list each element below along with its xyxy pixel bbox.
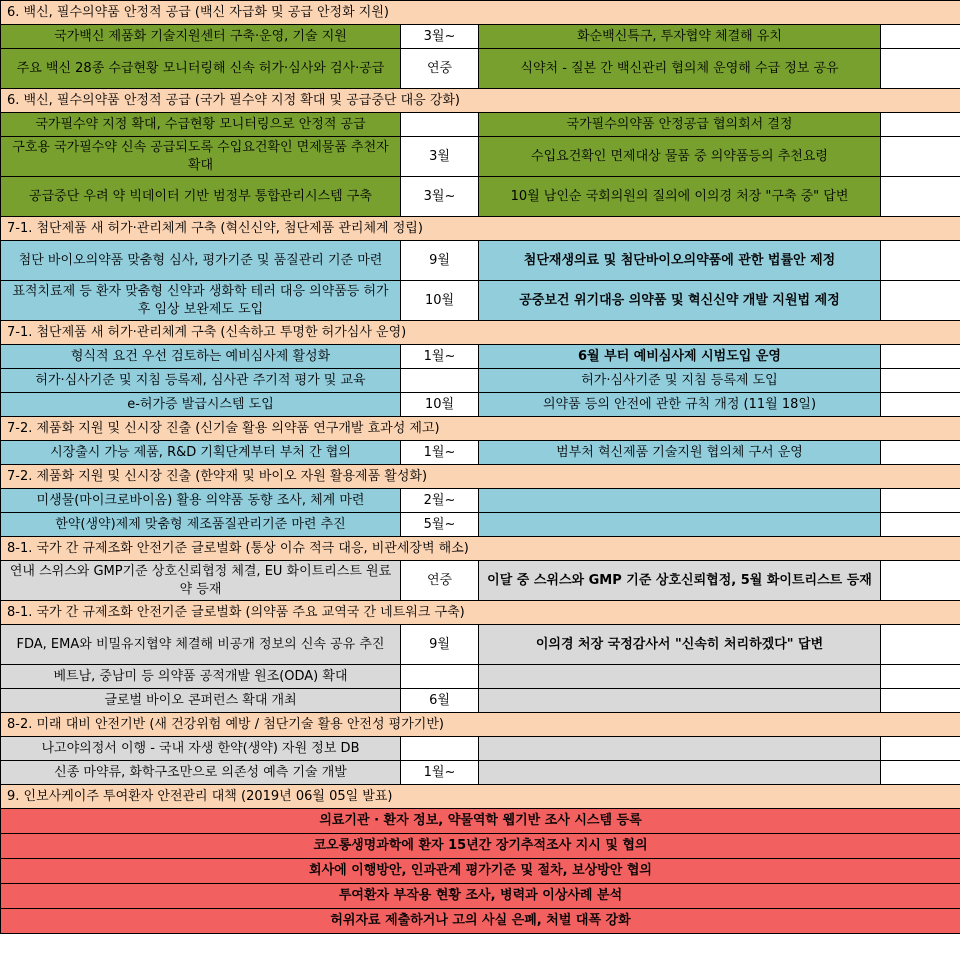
section-header-cell[interactable]: 6. 백신, 필수의약품 안정적 공급 (국가 필수약 지정 확대 및 공급중단 대응 강화) <box>1 89 960 113</box>
schedule-cell[interactable]: 5월~ <box>401 513 479 537</box>
table-row <box>1 441 960 465</box>
progress-cell[interactable]: 수입요건확인 면제대상 물품 중 의약품등의 추천요령 <box>479 137 881 177</box>
schedule-cell[interactable] <box>401 369 479 393</box>
inbosa-measure-row <box>1 809 960 834</box>
table-row <box>1 665 960 689</box>
task-cell[interactable]: 형식적 요건 우선 검토하는 예비심사제 활성화 <box>1 345 401 369</box>
table-row <box>1 513 960 537</box>
task-cell[interactable]: 공급중단 우려 약 빅데이터 기반 범정부 통합관리시스템 구축 <box>1 177 401 217</box>
section-header-cell[interactable]: 9. 인보사케이주 투여환자 안전관리 대책 (2019년 06월 05일 발표) <box>1 785 960 809</box>
section-header-row <box>1 217 960 241</box>
task-cell[interactable]: 주요 백신 28종 수급현황 모니터링해 신속 허가·심사와 검사·공급 <box>1 49 401 89</box>
section-header-cell[interactable]: 8-1. 국가 간 규제조화 안전기준 글로벌화 (통상 이슈 적극 대응, 비관세장벽 해소) <box>1 537 960 561</box>
table-row <box>1 177 960 217</box>
task-cell[interactable]: 연내 스위스와 GMP기준 상호신뢰협정 체결, EU 화이트리스트 원료약 등재 <box>1 561 401 601</box>
table-row <box>1 489 960 513</box>
progress-cell[interactable]: 의약품 등의 안전에 관한 규칙 개정 (11월 18일) <box>479 393 881 417</box>
blank-cell[interactable] <box>881 689 960 713</box>
measure-cell[interactable]: 코오롱생명과학에 환자 15년간 장기추적조사 지시 및 협의 <box>1 834 960 859</box>
progress-cell[interactable]: 화순백신특구, 투자협약 체결해 유치 <box>479 25 881 49</box>
schedule-cell[interactable] <box>401 665 479 689</box>
measure-cell[interactable]: 투여환자 부작용 현황 조사, 병력과 이상사례 분석 <box>1 884 960 909</box>
section-header-cell[interactable]: 8-1. 국가 간 규제조화 안전기준 글로벌화 (의약품 주요 교역국 간 네트워크 구축) <box>1 601 960 625</box>
section-header-row <box>1 713 960 737</box>
progress-cell[interactable] <box>479 665 881 689</box>
schedule-cell[interactable]: 10월 <box>401 393 479 417</box>
measure-cell[interactable]: 회사에 이행방안, 인과관계 평가기준 및 절차, 보상방안 협의 <box>1 859 960 884</box>
table-row <box>1 689 960 713</box>
table-row <box>1 137 960 177</box>
section-header-cell[interactable]: 7-2. 제품화 지원 및 신시장 진출 (신기술 활용 의약품 연구개발 효과성 제고) <box>1 417 960 441</box>
blank-cell[interactable] <box>881 625 960 665</box>
schedule-cell[interactable]: 6월 <box>401 689 479 713</box>
schedule-cell[interactable]: 1월~ <box>401 345 479 369</box>
table-row <box>1 49 960 89</box>
section-header-row <box>1 321 960 345</box>
task-cell[interactable]: 신종 마약류, 화학구조만으로 의존성 예측 기술 개발 <box>1 761 401 785</box>
progress-cell[interactable]: 10월 남인순 국회의원의 질의에 이의경 처장 "구축 중" 답변 <box>479 177 881 217</box>
schedule-cell[interactable]: 3월~ <box>401 177 479 217</box>
table-row <box>1 113 960 137</box>
blank-cell[interactable] <box>881 369 960 393</box>
table-row <box>1 241 960 281</box>
task-cell[interactable]: 나고야의정서 이행 - 국내 자생 한약(생약) 자원 정보 DB <box>1 737 401 761</box>
section-header-row <box>1 417 960 441</box>
schedule-cell[interactable]: 1월~ <box>401 441 479 465</box>
task-cell[interactable]: 시장출시 가능 제품, R&D 기획단계부터 부처 간 협의 <box>1 441 401 465</box>
task-cell[interactable]: 국가백신 제품화 기술지원센터 구축·운영, 기술 지원 <box>1 25 401 49</box>
table-row <box>1 737 960 761</box>
section-header-row <box>1 1 960 25</box>
task-cell[interactable]: e-허가증 발급시스템 도입 <box>1 393 401 417</box>
section-header-cell[interactable]: 6. 백신, 필수의약품 안정적 공급 (백신 자급화 및 공급 안정화 지원) <box>1 1 960 25</box>
section-header-cell[interactable]: 7-1. 첨단제품 새 허가·관리체계 구축 (혁신신약, 첨단제품 관리체계 정립) <box>1 217 960 241</box>
blank-cell[interactable] <box>881 737 960 761</box>
blank-cell[interactable] <box>881 489 960 513</box>
inbosa-measure-row <box>1 909 960 934</box>
schedule-cell[interactable] <box>401 737 479 761</box>
measure-cell[interactable]: 의료기관 · 환자 정보, 약물역학 웹기반 조사 시스템 등록 <box>1 809 960 834</box>
schedule-cell[interactable]: 9월 <box>401 241 479 281</box>
blank-cell[interactable] <box>881 241 960 281</box>
task-cell[interactable]: 베트남, 중남미 등 의약품 공적개발 원조(ODA) 확대 <box>1 665 401 689</box>
schedule-cell[interactable]: 9월 <box>401 625 479 665</box>
section-header-cell[interactable]: 7-2. 제품화 지원 및 신시장 진출 (한약재 및 바이오 자원 활용제품 활성화) <box>1 465 960 489</box>
schedule-cell[interactable] <box>401 113 479 137</box>
progress-cell[interactable]: 국가필수의약품 안정공급 협의회서 결정 <box>479 113 881 137</box>
table-row <box>1 345 960 369</box>
measure-cell[interactable]: 허위자료 제출하거나 고의 사실 은폐, 처벌 대폭 강화 <box>1 909 960 934</box>
progress-cell[interactable]: 범부처 혁신제품 기술지원 협의체 구서 운영 <box>479 441 881 465</box>
task-cell[interactable]: 허가·심사기준 및 지침 등록제, 심사관 주기적 평가 및 교육 <box>1 369 401 393</box>
inbosa-measure-row <box>1 834 960 859</box>
inbosa-measure-row <box>1 859 960 884</box>
section-header-row <box>1 465 960 489</box>
blank-cell[interactable] <box>881 441 960 465</box>
progress-cell[interactable]: 이달 중 스위스와 GMP 기준 상호신뢰협정, 5월 화이트리스트 등재 <box>479 561 881 601</box>
task-cell[interactable]: 구호용 국가필수약 신속 공급되도록 수입요건확인 면제물품 추천자 확대 <box>1 137 401 177</box>
table-row <box>1 761 960 785</box>
table-row <box>1 281 960 321</box>
blank-cell[interactable] <box>881 345 960 369</box>
table-row <box>1 25 960 49</box>
task-cell[interactable]: 미생물(마이크로바이옴) 활용 의약품 동향 조사, 체계 마련 <box>1 489 401 513</box>
task-cell[interactable]: 표적치료제 등 환자 맞춤형 신약과 생화학 테러 대응 의약품등 허가 후 임상 보완제도 도입 <box>1 281 401 321</box>
section-header-cell[interactable]: 7-1. 첨단제품 새 허가·관리체계 구축 (신속하고 투명한 허가심사 운영) <box>1 321 960 345</box>
progress-cell[interactable] <box>479 737 881 761</box>
schedule-cell[interactable]: 1월~ <box>401 761 479 785</box>
section-header-row <box>1 537 960 561</box>
blank-cell[interactable] <box>881 137 960 177</box>
blank-cell[interactable] <box>881 281 960 321</box>
task-cell[interactable]: 한약(생약)제제 맞춤형 제조품질관리기준 마련 추진 <box>1 513 401 537</box>
table-row <box>1 561 960 601</box>
blank-cell[interactable] <box>881 113 960 137</box>
table-row <box>1 393 960 417</box>
section-header-cell[interactable]: 8-2. 미래 대비 안전기반 (새 건강위험 예방 / 첨단기술 활용 안전성 평가기반) <box>1 713 960 737</box>
schedule-cell[interactable]: 3월~ <box>401 25 479 49</box>
progress-cell[interactable] <box>479 513 881 537</box>
inbosa-measure-row <box>1 884 960 909</box>
blank-cell[interactable] <box>881 177 960 217</box>
progress-cell[interactable] <box>479 489 881 513</box>
progress-cell[interactable] <box>479 761 881 785</box>
blank-cell[interactable] <box>881 393 960 417</box>
section-header-row <box>1 785 960 809</box>
blank-cell[interactable] <box>881 513 960 537</box>
progress-cell[interactable]: 허가·심사기준 및 지침 등록제 도입 <box>479 369 881 393</box>
task-cell[interactable]: 국가필수약 지정 확대, 수급현황 모니터링으로 안정적 공급 <box>1 113 401 137</box>
table-row <box>1 369 960 393</box>
task-cell[interactable]: 첨단 바이오의약품 맞춤형 심사, 평가기준 및 품질관리 기준 마련 <box>1 241 401 281</box>
schedule-cell[interactable]: 연중 <box>401 561 479 601</box>
blank-cell[interactable] <box>881 25 960 49</box>
blank-cell[interactable] <box>881 561 960 601</box>
schedule-cell[interactable]: 10월 <box>401 281 479 321</box>
progress-cell[interactable] <box>479 689 881 713</box>
blank-cell[interactable] <box>881 665 960 689</box>
blank-cell[interactable] <box>881 49 960 89</box>
progress-cell[interactable]: 이의경 처장 국정감사서 "신속히 처리하겠다" 답변 <box>479 625 881 665</box>
section-header-row <box>1 601 960 625</box>
progress-cell[interactable]: 식약처 - 질본 간 백신관리 협의체 운영해 수급 정보 공유 <box>479 49 881 89</box>
schedule-cell[interactable]: 연중 <box>401 49 479 89</box>
schedule-cell[interactable]: 2월~ <box>401 489 479 513</box>
task-cell[interactable]: FDA, EMA와 비밀유지협약 체결해 비공개 정보의 신속 공유 추진 <box>1 625 401 665</box>
table-row <box>1 625 960 665</box>
progress-cell[interactable]: 첨단재생의료 및 첨단바이오의약품에 관한 법률안 제정 <box>479 241 881 281</box>
task-cell[interactable]: 글로벌 바이오 콘퍼런스 확대 개최 <box>1 689 401 713</box>
schedule-cell[interactable]: 3월 <box>401 137 479 177</box>
section-header-row <box>1 89 960 113</box>
blank-cell[interactable] <box>881 761 960 785</box>
progress-cell[interactable]: 6월 부터 예비심사제 시범도입 운영 <box>479 345 881 369</box>
progress-cell[interactable]: 공중보건 위기대응 의약품 및 혁신신약 개발 지원법 제정 <box>479 281 881 321</box>
